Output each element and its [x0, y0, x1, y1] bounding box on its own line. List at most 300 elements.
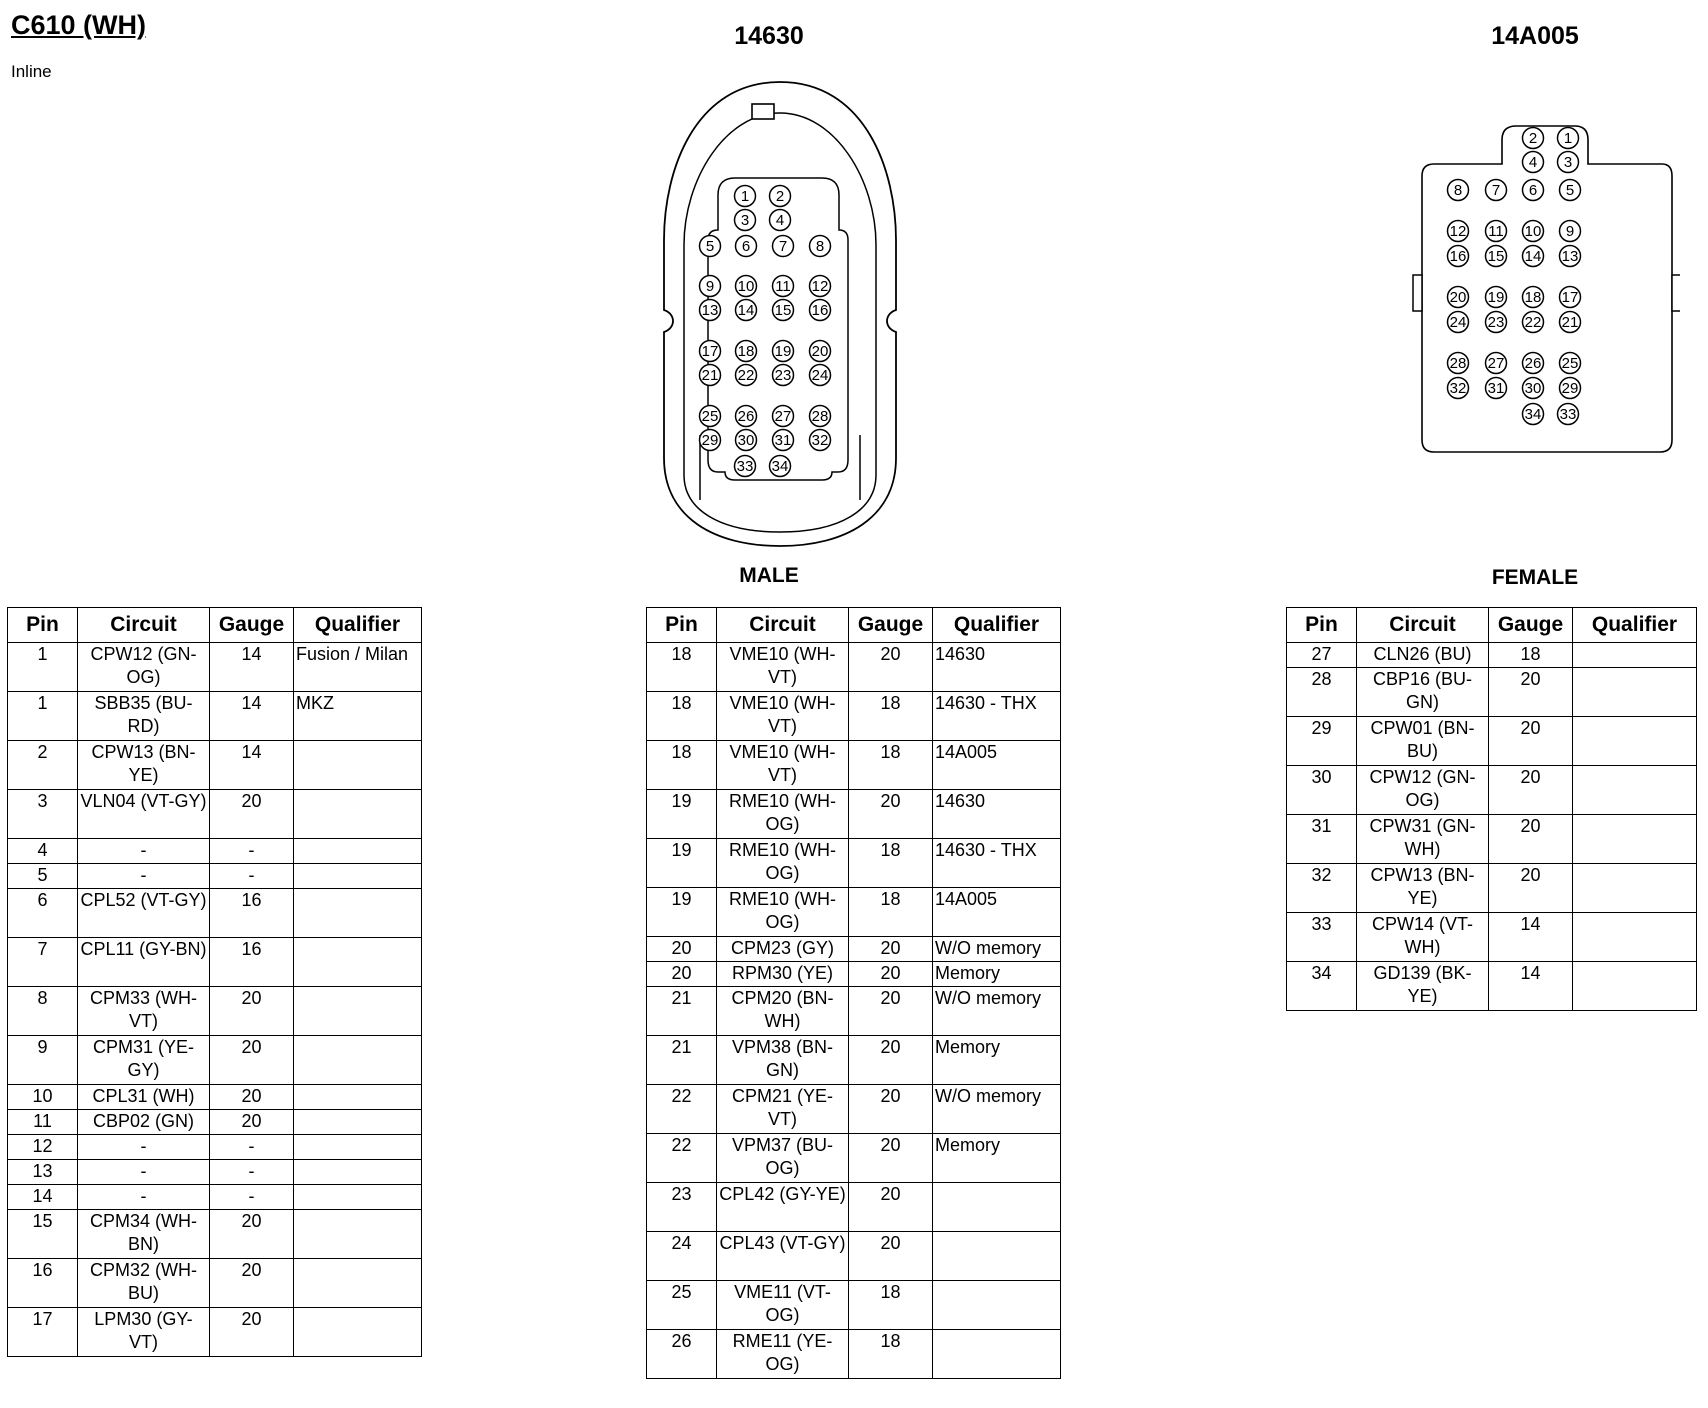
- pin-cell: 29: [1287, 717, 1357, 766]
- gauge-cell: 20: [210, 987, 294, 1036]
- qualifier-cell: [294, 790, 422, 839]
- pin-cell: 30: [1287, 766, 1357, 815]
- circuit-cell: CPW01 (BN-BU): [1357, 717, 1489, 766]
- male-cavity-label: 15: [774, 302, 792, 319]
- gauge-cell: 18: [849, 741, 933, 790]
- male-cavity-label: 33: [736, 458, 754, 475]
- female-cavity-label: 30: [1524, 380, 1542, 397]
- gauge-cell: 18: [849, 888, 933, 937]
- table-row: [8, 1210, 422, 1259]
- circuit-cell: GD139 (BK-YE): [1357, 962, 1489, 1011]
- qualifier-cell: 14630: [933, 790, 1061, 839]
- pinout-table-2: [646, 607, 1061, 1379]
- pin-cell: 13: [8, 1160, 78, 1185]
- circuit-cell: -: [78, 1135, 210, 1160]
- circuit-cell: CPM33 (WH-VT): [78, 987, 210, 1036]
- table-row: [1287, 643, 1697, 668]
- table-row: [647, 1281, 1061, 1330]
- qualifier-header: Qualifier: [933, 608, 1061, 643]
- circuit-cell: CPL11 (GY-BN): [78, 938, 210, 987]
- gauge-cell: 20: [849, 962, 933, 987]
- table-row: [647, 1232, 1061, 1281]
- circuit-cell: VPM37 (BU-OG): [717, 1134, 849, 1183]
- female-cavity-label: 23: [1487, 314, 1505, 331]
- gauge-cell: -: [210, 1160, 294, 1185]
- qualifier-cell: [294, 889, 422, 938]
- female-cavity-label: 29: [1561, 380, 1579, 397]
- circuit-cell: CPW14 (VT-WH): [1357, 913, 1489, 962]
- circuit-cell: CPM34 (WH-BN): [78, 1210, 210, 1259]
- male-cavity-label: 22: [737, 367, 755, 384]
- qualifier-cell: 14630: [933, 643, 1061, 692]
- gauge-cell: 20: [210, 1308, 294, 1357]
- circuit-cell: VME10 (WH-VT): [717, 692, 849, 741]
- table-row: [8, 1185, 422, 1210]
- pin-cell: 9: [8, 1036, 78, 1085]
- female-cavity-label: 11: [1488, 223, 1504, 240]
- gauge-cell: 14: [1489, 962, 1573, 1011]
- gauge-cell: 20: [849, 1232, 933, 1281]
- gauge-cell: 20: [1489, 815, 1573, 864]
- male-cavity-label: 29: [701, 432, 719, 449]
- table-row: [1287, 766, 1697, 815]
- pin-cell: 1: [8, 692, 78, 741]
- circuit-cell: -: [78, 864, 210, 889]
- qualifier-cell: [1573, 864, 1697, 913]
- pin-header: Pin: [647, 608, 717, 643]
- qualifier-cell: 14630 - THX: [933, 839, 1061, 888]
- table-row: [647, 1330, 1061, 1379]
- qualifier-cell: [294, 938, 422, 987]
- male-cavity-label: 17: [701, 343, 719, 360]
- table-row: [647, 790, 1061, 839]
- qualifier-cell: [933, 1183, 1061, 1232]
- table-row: [1287, 717, 1697, 766]
- qualifier-cell: Memory: [933, 1134, 1061, 1183]
- pin-cell: 22: [647, 1134, 717, 1183]
- circuit-cell: CPM23 (GY): [717, 937, 849, 962]
- male-cavity-label: 9: [705, 278, 715, 295]
- pin-cell: 26: [647, 1330, 717, 1379]
- pinout-table-3: [1286, 607, 1697, 1011]
- qualifier-cell: Fusion / Milan: [294, 643, 422, 692]
- pin-cell: 22: [647, 1085, 717, 1134]
- circuit-cell: CPM20 (BN-WH): [717, 987, 849, 1036]
- female-cavity-label: 14: [1524, 248, 1542, 265]
- gauge-cell: 18: [849, 1281, 933, 1330]
- table-row: [8, 1160, 422, 1185]
- pin-cell: 18: [647, 692, 717, 741]
- qualifier-cell: [1573, 717, 1697, 766]
- female-right-latch: [1672, 275, 1680, 311]
- table-row: [647, 1085, 1061, 1134]
- qualifier-cell: [933, 1281, 1061, 1330]
- table-row: [1287, 913, 1697, 962]
- male-cavity-group: [700, 186, 831, 477]
- qualifier-cell: [294, 1110, 422, 1135]
- qualifier-cell: 14630 - THX: [933, 692, 1061, 741]
- table-row: [647, 1183, 1061, 1232]
- gauge-cell: 20: [849, 790, 933, 839]
- female-cavity-label: 2: [1528, 130, 1538, 147]
- pin-cell: 23: [647, 1183, 717, 1232]
- male-cavity-label: 21: [701, 367, 719, 384]
- gauge-cell: 20: [210, 1259, 294, 1308]
- female-cavity-label: 17: [1561, 289, 1579, 306]
- circuit-cell: CPL52 (VT-GY): [78, 889, 210, 938]
- pin-cell: 21: [647, 1036, 717, 1085]
- table-row: [647, 741, 1061, 790]
- qualifier-cell: 14A005: [933, 888, 1061, 937]
- pin-cell: 32: [1287, 864, 1357, 913]
- qualifier-cell: Memory: [933, 1036, 1061, 1085]
- pinout-table-1: [7, 607, 422, 1357]
- circuit-cell: -: [78, 1160, 210, 1185]
- circuit-cell: CBP02 (GN): [78, 1110, 210, 1135]
- male-cavity-label: 18: [737, 343, 755, 360]
- female-cavity-label: 28: [1449, 355, 1467, 372]
- male-cavity-label: 25: [701, 408, 719, 425]
- male-cavity-label: 2: [775, 188, 785, 205]
- circuit-header: Circuit: [717, 608, 849, 643]
- table-row: [8, 1036, 422, 1085]
- male-cavity-label: 6: [741, 238, 751, 255]
- male-cavity-label: 30: [737, 432, 755, 449]
- gauge-header: Gauge: [210, 608, 294, 643]
- circuit-cell: CPL43 (VT-GY): [717, 1232, 849, 1281]
- table-row: [8, 1085, 422, 1110]
- qualifier-cell: [1573, 913, 1697, 962]
- qualifier-cell: [1573, 643, 1697, 668]
- female-cavity-label: 7: [1491, 182, 1501, 199]
- female-cavity-group: [1448, 128, 1581, 425]
- circuit-cell: CPM21 (YE-VT): [717, 1085, 849, 1134]
- female-cavity-label: 21: [1561, 314, 1579, 331]
- female-connector-diagram: [1410, 120, 1680, 460]
- circuit-cell: RME10 (WH-OG): [717, 790, 849, 839]
- circuit-cell: -: [78, 839, 210, 864]
- male-cavity-label: 26: [737, 408, 755, 425]
- qualifier-header: Qualifier: [1573, 608, 1697, 643]
- gauge-cell: 20: [210, 1210, 294, 1259]
- gauge-cell: 20: [849, 987, 933, 1036]
- female-cavity-label: 3: [1563, 154, 1573, 171]
- gauge-cell: 20: [210, 1110, 294, 1135]
- table-row: [8, 889, 422, 938]
- gauge-header: Gauge: [849, 608, 933, 643]
- gauge-cell: -: [210, 864, 294, 889]
- gauge-cell: 20: [210, 790, 294, 839]
- female-cavity-label: 4: [1528, 154, 1538, 171]
- circuit-cell: CPM31 (YE-GY): [78, 1036, 210, 1085]
- circuit-cell: CPW12 (GN-OG): [1357, 766, 1489, 815]
- table-row: [8, 1110, 422, 1135]
- circuit-cell: CPM32 (WH-BU): [78, 1259, 210, 1308]
- female-cavity-label: 19: [1487, 289, 1505, 306]
- male-cavity-label: 8: [815, 238, 825, 255]
- gauge-header: Gauge: [1489, 608, 1573, 643]
- female-cavity-label: 13: [1561, 248, 1579, 265]
- pin-cell: 6: [8, 889, 78, 938]
- gauge-cell: -: [210, 1185, 294, 1210]
- gauge-cell: 14: [210, 741, 294, 790]
- circuit-cell: VME10 (WH-VT): [717, 643, 849, 692]
- male-cavity-label: 11: [775, 278, 791, 295]
- qualifier-cell: W/O memory: [933, 987, 1061, 1036]
- gauge-cell: 14: [210, 692, 294, 741]
- female-cavity-label: 34: [1524, 406, 1542, 423]
- pin-header: Pin: [8, 608, 78, 643]
- gauge-cell: 20: [210, 1036, 294, 1085]
- qualifier-cell: [294, 864, 422, 889]
- male-cavity-label: 1: [740, 188, 750, 205]
- gauge-cell: 16: [210, 889, 294, 938]
- pin-cell: 31: [1287, 815, 1357, 864]
- female-cavity-label: 24: [1449, 314, 1467, 331]
- circuit-cell: CPW13 (BN-YE): [1357, 864, 1489, 913]
- circuit-cell: CPL31 (WH): [78, 1085, 210, 1110]
- qualifier-cell: [933, 1232, 1061, 1281]
- gauge-cell: 20: [1489, 668, 1573, 717]
- table-row: [647, 1036, 1061, 1085]
- pin-cell: 20: [647, 937, 717, 962]
- male-cavity-label: 24: [811, 367, 829, 384]
- pin-cell: 1: [8, 643, 78, 692]
- gauge-cell: 20: [1489, 766, 1573, 815]
- female-cavity-label: 12: [1449, 223, 1467, 240]
- male-cavity-label: 13: [701, 302, 719, 319]
- pin-cell: 11: [8, 1110, 78, 1135]
- male-key-tab: [752, 104, 774, 119]
- circuit-cell: CPW31 (GN-WH): [1357, 815, 1489, 864]
- female-cavity-label: 25: [1561, 355, 1579, 372]
- table-row: [647, 962, 1061, 987]
- female-cavity-label: 5: [1565, 182, 1575, 199]
- circuit-cell: VME10 (WH-VT): [717, 741, 849, 790]
- female-label: FEMALE: [1491, 566, 1579, 589]
- table-row: [8, 692, 422, 741]
- female-cavity-label: 22: [1524, 314, 1542, 331]
- pin-cell: 15: [8, 1210, 78, 1259]
- circuit-cell: RME10 (WH-OG): [717, 888, 849, 937]
- pin-cell: 18: [647, 643, 717, 692]
- qualifier-cell: MKZ: [294, 692, 422, 741]
- female-cavity-label: 16: [1449, 248, 1467, 265]
- table-row: [1287, 815, 1697, 864]
- qualifier-cell: W/O memory: [933, 1085, 1061, 1134]
- table-row: [8, 987, 422, 1036]
- male-cavity-label: 5: [705, 238, 715, 255]
- male-cavity-label: 3: [740, 212, 750, 229]
- qualifier-cell: W/O memory: [933, 937, 1061, 962]
- gauge-cell: 20: [1489, 864, 1573, 913]
- pin-cell: 34: [1287, 962, 1357, 1011]
- pin-cell: 14: [8, 1185, 78, 1210]
- male-cavity-label: 20: [811, 343, 829, 360]
- gauge-cell: 18: [849, 692, 933, 741]
- pin-cell: 2: [8, 741, 78, 790]
- circuit-cell: VPM38 (BN-GN): [717, 1036, 849, 1085]
- female-cavity-label: 26: [1524, 355, 1542, 372]
- connector-title: C610 (WH): [11, 10, 147, 40]
- pin-cell: 4: [8, 839, 78, 864]
- table-row: [647, 1134, 1061, 1183]
- circuit-cell: CLN26 (BU): [1357, 643, 1489, 668]
- table-row: [1287, 864, 1697, 913]
- gauge-cell: 18: [1489, 643, 1573, 668]
- pin-cell: 12: [8, 1135, 78, 1160]
- qualifier-cell: [294, 1185, 422, 1210]
- pin-cell: 27: [1287, 643, 1357, 668]
- female-cavity-label: 33: [1559, 406, 1577, 423]
- qualifier-cell: [294, 1308, 422, 1357]
- circuit-cell: VME11 (VT-OG): [717, 1281, 849, 1330]
- pin-cell: 5: [8, 864, 78, 889]
- male-cavity-label: 10: [737, 278, 755, 295]
- pin-cell: 8: [8, 987, 78, 1036]
- qualifier-cell: [1573, 815, 1697, 864]
- gauge-cell: 20: [849, 643, 933, 692]
- gauge-cell: 18: [849, 1330, 933, 1379]
- table-row: [647, 839, 1061, 888]
- circuit-cell: -: [78, 1185, 210, 1210]
- female-part-number: 14A005: [1491, 22, 1579, 50]
- gauge-cell: 16: [210, 938, 294, 987]
- gauge-cell: -: [210, 839, 294, 864]
- male-part-number: 14630: [734, 22, 804, 50]
- pin-cell: 19: [647, 790, 717, 839]
- qualifier-header: Qualifier: [294, 608, 422, 643]
- female-cavity-label: 27: [1487, 355, 1505, 372]
- male-cavity-label: 4: [775, 212, 785, 229]
- pin-cell: 16: [8, 1259, 78, 1308]
- table-row: [8, 741, 422, 790]
- circuit-cell: LPM30 (GY-VT): [78, 1308, 210, 1357]
- table-row: [8, 938, 422, 987]
- pin-cell: 33: [1287, 913, 1357, 962]
- table-row: [8, 790, 422, 839]
- qualifier-cell: [1573, 766, 1697, 815]
- pin-cell: 25: [647, 1281, 717, 1330]
- male-cavity-label: 16: [811, 302, 829, 319]
- gauge-cell: 20: [849, 1036, 933, 1085]
- circuit-cell: CPW13 (BN-YE): [78, 741, 210, 790]
- male-cavity-label: 7: [778, 238, 788, 255]
- male-cavity-label: 28: [811, 408, 829, 425]
- table-row: [1287, 962, 1697, 1011]
- female-cavity-label: 32: [1449, 380, 1467, 397]
- qualifier-cell: [933, 1330, 1061, 1379]
- qualifier-cell: Memory: [933, 962, 1061, 987]
- table-row: [647, 643, 1061, 692]
- pin-cell: 18: [647, 741, 717, 790]
- pin-cell: 10: [8, 1085, 78, 1110]
- qualifier-cell: [294, 1135, 422, 1160]
- male-label: MALE: [739, 564, 799, 587]
- qualifier-cell: [294, 987, 422, 1036]
- table-row: [647, 987, 1061, 1036]
- circuit-cell: CBP16 (BU-GN): [1357, 668, 1489, 717]
- gauge-cell: 14: [1489, 913, 1573, 962]
- male-cavity-label: 32: [811, 432, 829, 449]
- pin-cell: 7: [8, 938, 78, 987]
- gauge-cell: 18: [849, 839, 933, 888]
- female-cavity-label: 6: [1528, 182, 1538, 199]
- gauge-cell: 20: [849, 937, 933, 962]
- table-row: [8, 1259, 422, 1308]
- female-cavity-label: 18: [1524, 289, 1542, 306]
- qualifier-cell: [1573, 962, 1697, 1011]
- female-cavity-label: 9: [1565, 223, 1575, 240]
- pin-cell: 3: [8, 790, 78, 839]
- pin-cell: 24: [647, 1232, 717, 1281]
- female-cavity-label: 20: [1449, 289, 1467, 306]
- qualifier-cell: [294, 1085, 422, 1110]
- qualifier-cell: [294, 1036, 422, 1085]
- circuit-header: Circuit: [78, 608, 210, 643]
- male-connector-diagram: [640, 80, 920, 550]
- female-cavity-label: 1: [1563, 130, 1573, 147]
- gauge-cell: 20: [1489, 717, 1573, 766]
- male-cavity-label: 31: [774, 432, 792, 449]
- circuit-cell: RME11 (YE-OG): [717, 1330, 849, 1379]
- female-cavity-label: 8: [1453, 182, 1463, 199]
- female-cavity-label: 31: [1487, 380, 1505, 397]
- qualifier-cell: [294, 1210, 422, 1259]
- female-left-latch: [1413, 275, 1422, 311]
- male-cavity-label: 34: [771, 458, 789, 475]
- gauge-cell: 20: [210, 1085, 294, 1110]
- pin-header: Pin: [1287, 608, 1357, 643]
- table-row: [8, 864, 422, 889]
- pin-cell: 17: [8, 1308, 78, 1357]
- table-row: [8, 1308, 422, 1357]
- table-row: [647, 888, 1061, 937]
- qualifier-cell: [294, 839, 422, 864]
- table-row: [647, 692, 1061, 741]
- pin-cell: 28: [1287, 668, 1357, 717]
- male-cavity-label: 12: [811, 278, 829, 295]
- table-row: [1287, 668, 1697, 717]
- pin-cell: 19: [647, 888, 717, 937]
- female-cavity-label: 10: [1524, 223, 1542, 240]
- pin-cell: 21: [647, 987, 717, 1036]
- connector-type: Inline: [11, 62, 52, 81]
- table-row: [647, 937, 1061, 962]
- gauge-cell: 20: [849, 1183, 933, 1232]
- circuit-cell: CPW12 (GN-OG): [78, 643, 210, 692]
- pin-cell: 19: [647, 839, 717, 888]
- table-row: [8, 643, 422, 692]
- qualifier-cell: [294, 741, 422, 790]
- male-cavity-label: 27: [774, 408, 792, 425]
- pin-cell: 20: [647, 962, 717, 987]
- circuit-cell: RPM30 (YE): [717, 962, 849, 987]
- circuit-cell: RME10 (WH-OG): [717, 839, 849, 888]
- circuit-header: Circuit: [1357, 608, 1489, 643]
- table-row: [8, 839, 422, 864]
- qualifier-cell: [1573, 668, 1697, 717]
- circuit-cell: VLN04 (VT-GY): [78, 790, 210, 839]
- qualifier-cell: 14A005: [933, 741, 1061, 790]
- circuit-cell: SBB35 (BU-RD): [78, 692, 210, 741]
- gauge-cell: 20: [849, 1134, 933, 1183]
- table-row: [8, 1135, 422, 1160]
- circuit-cell: CPL42 (GY-YE): [717, 1183, 849, 1232]
- gauge-cell: 20: [849, 1085, 933, 1134]
- gauge-cell: 14: [210, 643, 294, 692]
- qualifier-cell: [294, 1259, 422, 1308]
